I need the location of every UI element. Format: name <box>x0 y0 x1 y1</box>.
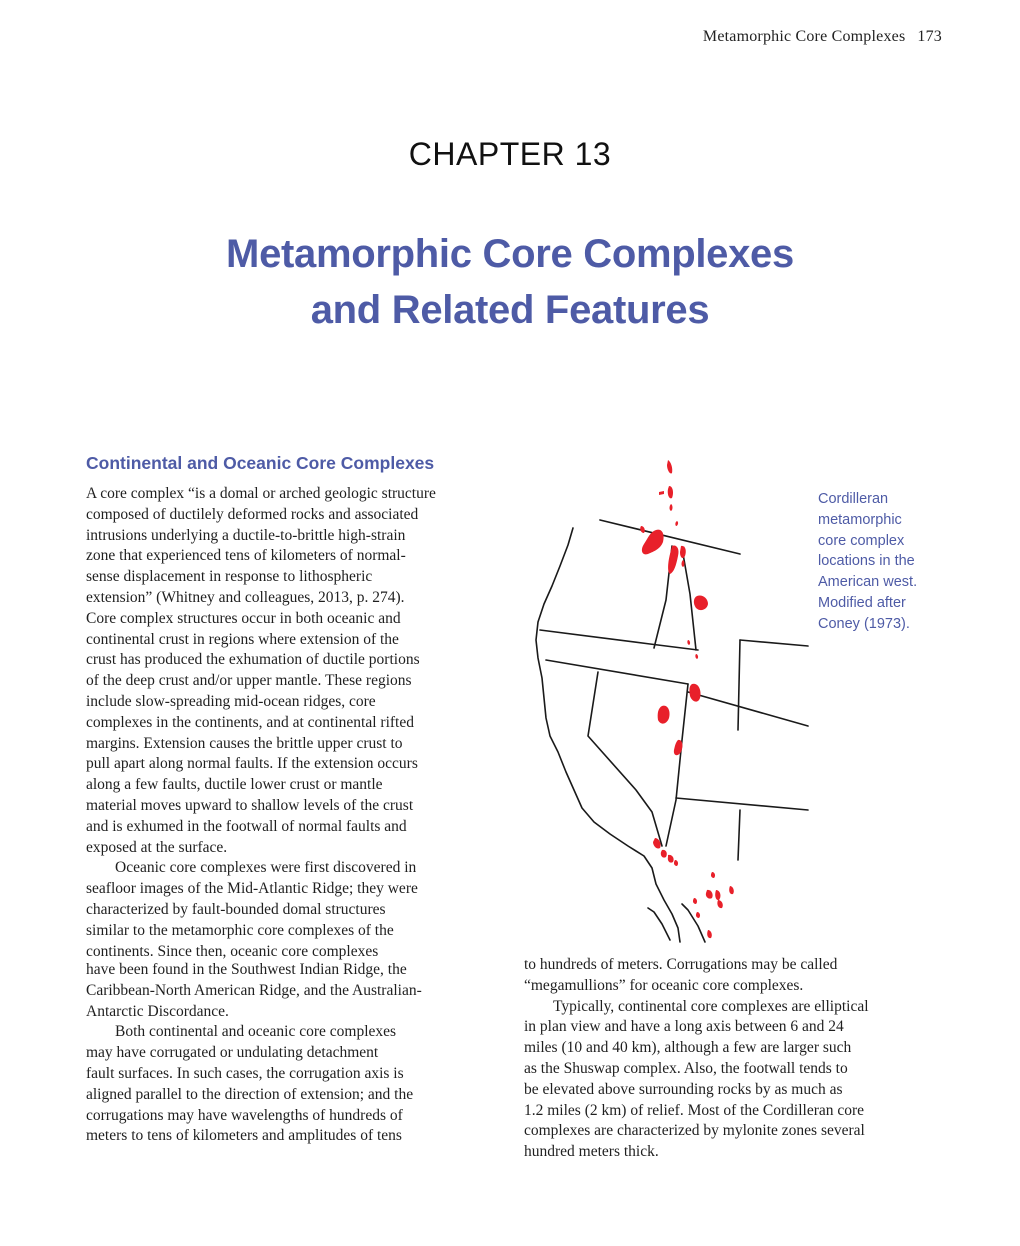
text-line: characterized by fault-bounded domal structures <box>86 900 386 918</box>
core-complex-marker <box>659 491 664 495</box>
text-line: material moves upward to shallow levels of the crust <box>86 796 414 814</box>
core-complex-marker <box>687 640 690 645</box>
paragraph-oceanic-core-complexes-continued <box>86 960 506 1022</box>
ut-az-border <box>676 798 808 810</box>
core-complex-marker <box>661 850 667 858</box>
text-line: have been found in the Southwest Indian Ridge, the <box>86 961 407 978</box>
wyoming-west <box>738 640 740 730</box>
core-complex-marker <box>695 654 698 659</box>
text-line: pull apart along normal faults. If the extension occurs <box>86 755 418 773</box>
text-line: continents. Since then, oceanic core complexes <box>86 942 379 960</box>
core-complex-marker <box>693 898 697 904</box>
text-line: exposed at the surface. <box>86 838 228 856</box>
caption-line: Modified after <box>818 594 906 611</box>
text-line: “megamullions” for oceanic core complexes. <box>524 976 804 994</box>
core-complex-marker <box>717 900 722 908</box>
text-line: Core complex structures occur in both oceanic and <box>86 609 401 627</box>
text-line: complexes are characterized by mylonite zones several <box>524 1122 865 1140</box>
text-line: miles (10 and 40 km), although a few are larger such <box>524 1039 852 1057</box>
text-line: 1.2 miles (2 km) of relief. Most of the Cordilleran core <box>524 1101 865 1119</box>
core-complex-marker <box>674 860 678 866</box>
ca-nv-border <box>588 672 662 846</box>
text-line: crust has produced the exhumation of ductile portions <box>86 651 420 669</box>
nv-ut-border <box>666 684 688 846</box>
caption-line: Coney (1973). <box>818 615 910 632</box>
paragraph-oceanic-core-complexes <box>86 858 506 962</box>
body-column-left-top <box>86 484 506 962</box>
text-line: along a few faults, ductile lower crust or mantle <box>86 776 383 794</box>
wa-or-border <box>540 630 698 650</box>
core-complex-marker <box>640 526 645 533</box>
text-line: margins. Extension causes the brittle upper crust to <box>86 734 403 752</box>
core-complex-marker <box>667 460 672 473</box>
core-complex-marker <box>642 530 664 555</box>
chapter-title-line-2: and Related Features <box>310 288 710 332</box>
core-complex-marker <box>680 546 686 558</box>
caption-line: American west. <box>818 574 918 591</box>
core-complex-marker <box>658 706 670 724</box>
core-complex-marker <box>668 486 673 498</box>
text-line: and is exhumed in the footwall of normal faults and <box>86 817 407 835</box>
core-complex-marker <box>675 521 678 526</box>
text-line: hundred meters thick. <box>524 1143 659 1161</box>
text-line: fault surfaces. In such cases, the corrugation axis is <box>86 1064 404 1082</box>
chapter-title <box>0 226 1020 338</box>
core-complex-marker <box>711 872 715 878</box>
core-complex-marker <box>696 912 700 918</box>
paragraph-megamullions <box>524 955 944 997</box>
text-line: intrusions underlying a ductile-to-brittle high-strain <box>86 526 406 544</box>
core-complex-marker <box>689 684 700 702</box>
or-ca-nv-border <box>546 660 688 684</box>
chapter-label: CHAPTER 13 <box>408 136 612 172</box>
text-line: corrugations may have wavelengths of hundreds of <box>86 1106 403 1124</box>
figure-caption <box>818 489 958 635</box>
core-complex-marker <box>670 504 673 511</box>
text-line: Oceanic core complexes were first discovered in <box>115 859 417 877</box>
gulf-coast-outline <box>682 904 705 942</box>
text-line: Typically, continental core complexes are elliptical <box>553 997 869 1015</box>
text-line: aligned parallel to the direction of extension; and the <box>86 1085 414 1103</box>
coastline <box>536 528 680 942</box>
text-line: A core complex “is a domal or arched geologic structure <box>86 485 436 502</box>
text-line: seafloor images of the Mid-Atlantic Ridge; they were <box>86 880 418 898</box>
caption-line: core complex <box>818 532 905 549</box>
core-complex-marker <box>706 890 713 899</box>
text-line: be elevated above surrounding rocks by as much as <box>524 1080 843 1098</box>
caption-line: metamorphic <box>818 511 902 528</box>
text-line: may have corrugated or undulating detachment <box>86 1044 379 1062</box>
core-complex-marker <box>668 855 674 863</box>
utah-wyoming-border <box>688 692 808 726</box>
body-column-right <box>524 955 944 1163</box>
core-complex-marker <box>729 886 734 894</box>
text-line: extension” (Whitney and colleagues, 2013, p. 274). <box>86 588 405 606</box>
section-heading: Continental and Oceanic Core Complexes <box>86 453 435 473</box>
core-complex-marker <box>694 595 708 610</box>
running-head <box>703 28 942 46</box>
map-boundaries <box>536 520 808 942</box>
text-line: of the deep crust and/or upper mantle. These regions <box>86 672 412 690</box>
running-head-title: Metamorphic Core Complexes <box>702 28 906 45</box>
core-complex-marker <box>715 890 720 900</box>
text-line: meters to tens of kilometers and amplitudes of tens <box>86 1127 402 1145</box>
paragraph-corrugated-surfaces <box>86 1022 506 1147</box>
chapter-title-line-1: Metamorphic Core Complexes <box>226 232 794 276</box>
body-column-left-bottom <box>86 960 506 1147</box>
page-number: 173 <box>917 28 942 45</box>
paragraph-core-complex-definition <box>86 484 506 858</box>
text-line: similar to the metamorphic core complexes of the <box>86 921 394 939</box>
caption-line: Cordilleran <box>818 491 889 507</box>
canada-border <box>600 520 740 554</box>
arizona-east <box>738 810 740 860</box>
text-line: as the Shuswap complex. Also, the footwall tends to <box>524 1059 848 1077</box>
montana-box <box>740 640 808 646</box>
text-line: sense displacement in response to lithospheric <box>86 568 373 586</box>
core-complex-marker <box>707 930 712 938</box>
text-line: zone that experienced tens of kilometers of normal- <box>86 547 406 565</box>
baja-outline <box>648 908 670 940</box>
text-line: continental crust in regions where extension of the <box>86 630 399 648</box>
text-line: include slow-spreading mid-ocean ridges, core <box>86 692 376 710</box>
text-line: composed of ductilely deformed rocks and associated <box>86 505 419 523</box>
text-line: complexes in the continents, and at continental rifted <box>86 713 414 731</box>
paragraph-continental-geometry <box>524 997 944 1163</box>
text-line: Both continental and oceanic core complexes <box>115 1023 397 1041</box>
caption-line: locations in the <box>818 553 915 570</box>
text-line: Caribbean-North American Ridge, and the Australian- <box>86 981 422 999</box>
core-complex-marker <box>668 545 678 574</box>
cordilleran-core-complex-map <box>528 455 813 945</box>
text-line: in plan view and have a long axis between 6 and 24 <box>524 1018 844 1036</box>
text-line: to hundreds of meters. Corrugations may be called <box>524 956 838 973</box>
text-line: Antarctic Discordance. <box>86 1002 229 1020</box>
